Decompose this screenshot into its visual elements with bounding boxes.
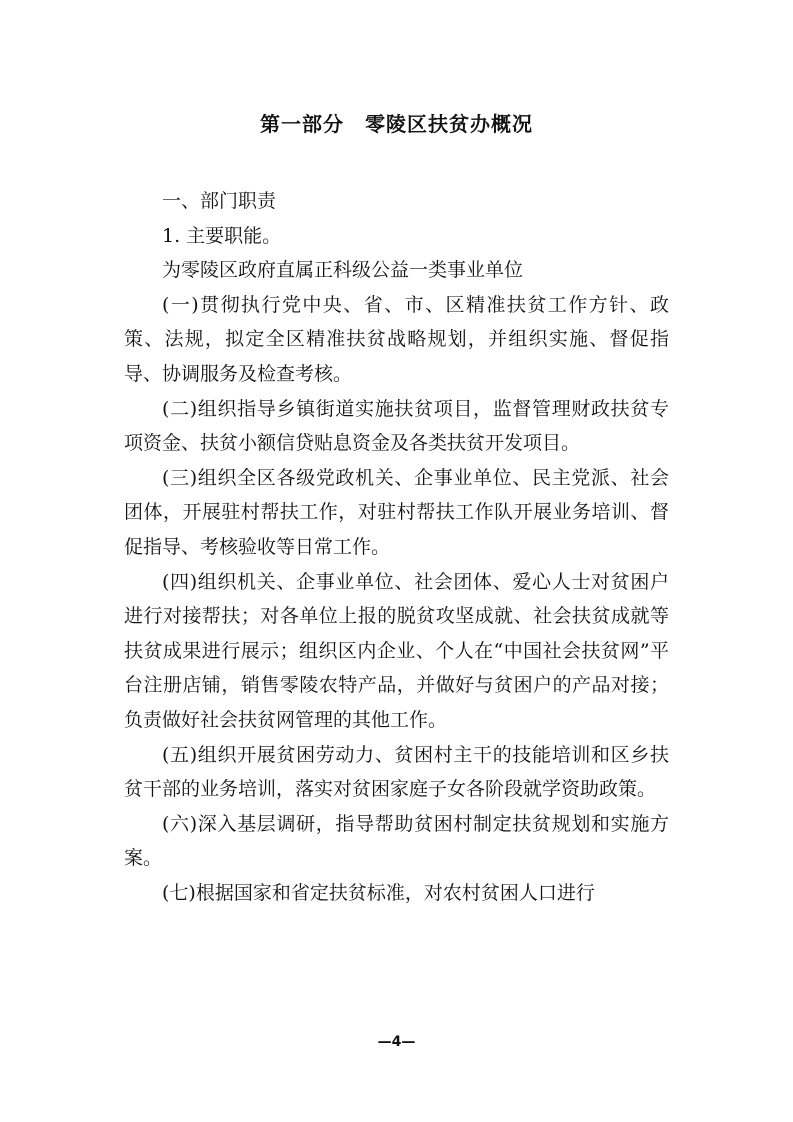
paragraph: (三)组织全区各级党政机关、企事业单位、民主党派、社会团体，开展驻村帮扶工作，对驻村帮扶工作队开展业务培训、督促指导、考核验收等日常工作。 <box>124 466 669 558</box>
paragraph: (六)深入基层调研，指导帮助贫困村制定扶贫规划和实施方案。 <box>124 812 669 870</box>
document-body <box>124 184 669 910</box>
paragraph: (四)组织机关、企事业单位、社会团体、爱心人士对贫困户进行对接帮扶；对各单位上报的脱贫攻坚成就、社会扶贫成就等扶贫成果进行展示；组织区内企业、个人在“中国社会扶贫网”平台注册店铺，销售零陵农特产品，并做好与贫困户的产品对接；负责做好社会扶贫网管理的其他工作。 <box>124 570 669 731</box>
section-heading: 一、部门职责 <box>162 190 277 212</box>
page-title: 第一部分 零陵区扶贫办概况 <box>260 112 533 136</box>
paragraph: (二)组织指导乡镇街道实施扶贫项目，监督管理财政扶贫专项资金、扶贫小额信贷贴息资金及各类扶贫开发项目。 <box>124 397 669 455</box>
subsection-heading: 1. 主要职能。 <box>162 224 282 247</box>
paragraph: (七)根据国家和省定扶贫标准，对农村贫困人口进行 <box>162 881 595 904</box>
paragraph: (五)组织开展贫困劳动力、贫困村主干的技能培训和区乡扶贫干部的业务培训，落实对贫困家庭子女各阶段就学资助政策。 <box>124 743 669 801</box>
paragraph: 为零陵区政府直属正科级公益一类事业单位 <box>162 259 524 282</box>
paragraph: (一)贯彻执行党中央、省、市、区精准扶贫工作方针、政策、法规，拟定全区精准扶贫战略规划，并组织实施、督促指导、协调服务及检查考核。 <box>124 293 669 385</box>
page-number: —4— <box>377 1034 416 1050</box>
